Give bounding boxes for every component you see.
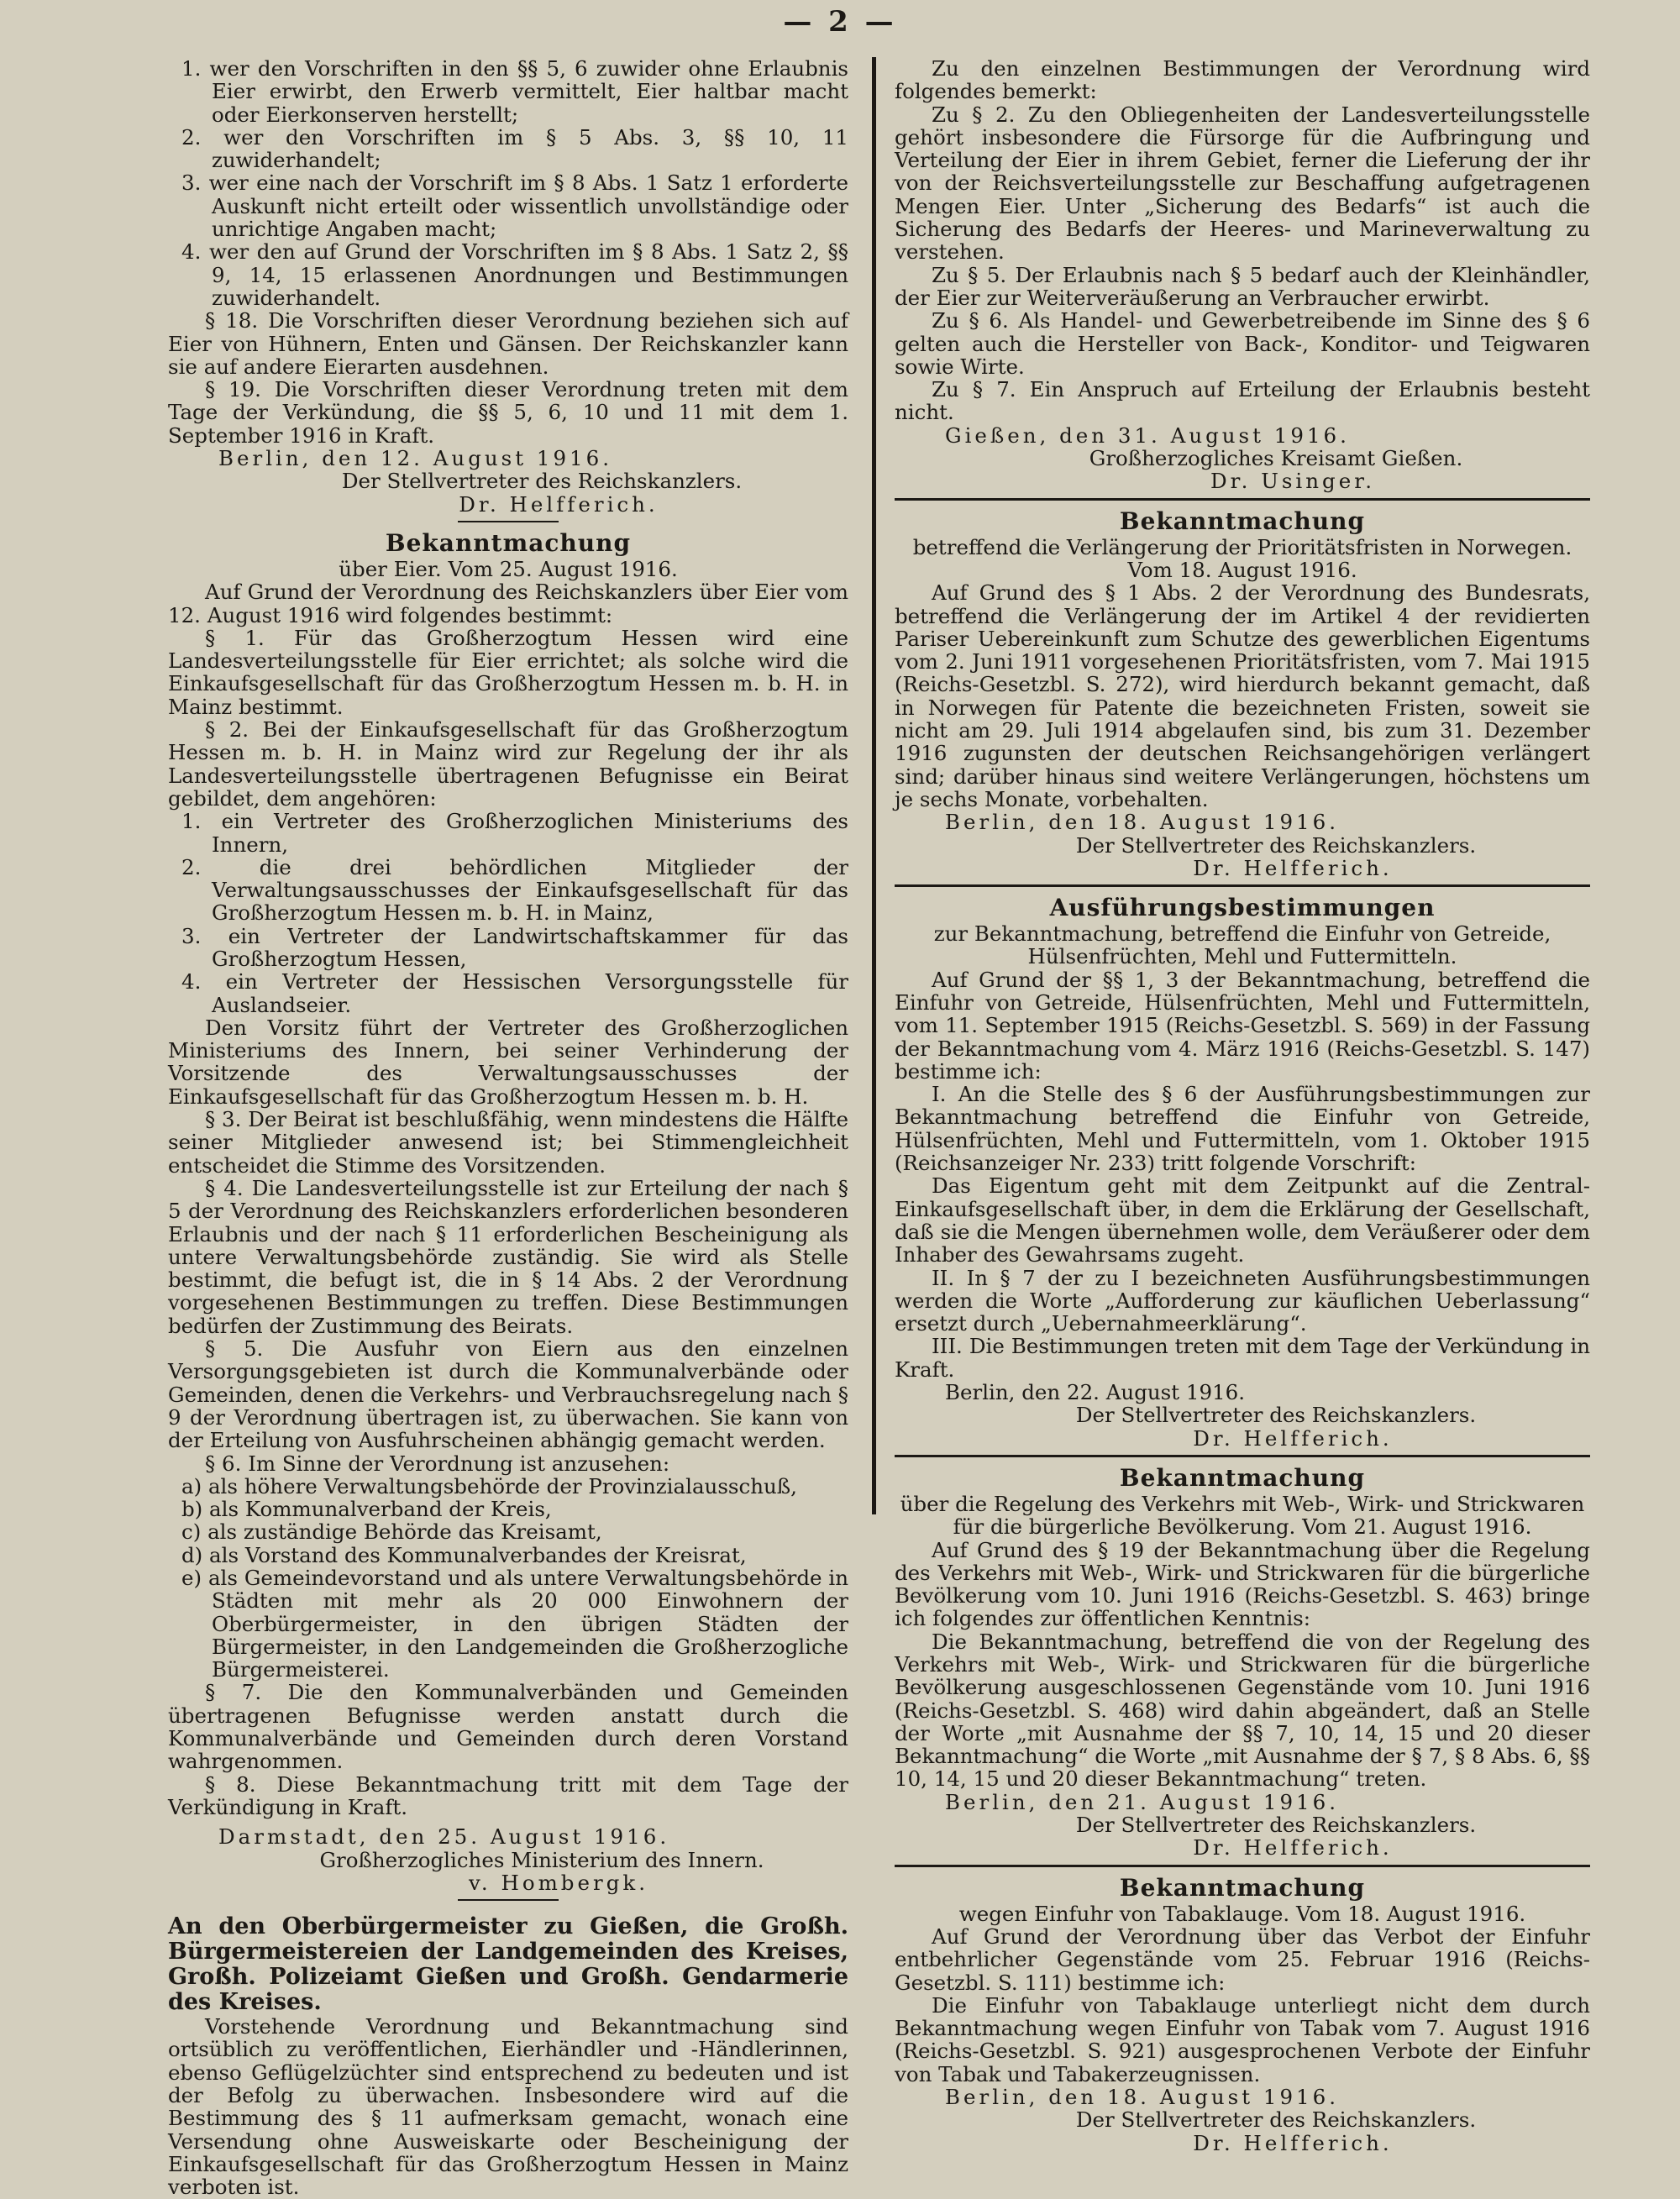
paragraph-19: § 19. Die Vorschriften dieser Verordnung treten mit dem Tage der Verkündung, die §§ 5, 6, 10 und 11 mit dem 1. September 1916 in Kraft. <box>168 377 848 448</box>
notice-heading: Bekanntmachung <box>1119 1463 1366 1492</box>
signature-title: Der Stellvertreter des Reichskanzlers. <box>1075 1813 1477 1838</box>
notice-subtitle: über Eier. Vom 25. August 1916. <box>339 556 678 581</box>
notice-paragraph: Auf Grund des § 1 Abs. 2 der Verordnung des Bundesrats, betreffend die Verlängerung der im Artikel 4 der revidierten Pariser Uebereinkunft zum Schutze des gewerblichen Eigentums vom 2. Juni 1911 vorgesehenen Prioritätsfristen, vom 7. Mai 1915 (Reichs-Gesetzbl. S. 272), wird hierdurch bekannt gemacht, daß in Norwegen für Patente die bezeichneten Fristen, soweit sie nicht am 29. Juli 1914 abgelaufen sind, bis zum 31. Dezember 1916 zugunsten der deutschen Reichsangehörigen verlängert sind; darüber hinaus sind weitere Verlängerungen, höchstens um je sechs Monate, vorbehalten. <box>895 580 1590 811</box>
notice-subtitle: betreffend die Verlängerung der Prioritätsfristen in Norwegen. Vom 18. August 1916. <box>912 534 1572 582</box>
short-separator <box>458 521 559 522</box>
signature-name: Dr. Usinger. <box>1210 469 1376 494</box>
signature-name: Dr. Helfferich. <box>1193 2130 1393 2155</box>
notice-paragraph: Auf Grund der Verordnung des Reichskanzlers über Eier vom 12. August 1916 wird folgendes bestimmt: <box>168 580 848 627</box>
penalty-item: 4. wer den auf Grund der Vorschriften im § 8 Abs. 1 Satz 2, §§ 9, 14, 15 erlassenen Anordnungen und Bestimmungen zuwiderhandelt. <box>181 239 848 310</box>
definition-item: b) als Kommunalverband der Kreis, <box>181 1497 552 1522</box>
board-member-item: 4. ein Vertreter der Hessischen Versorgungsstelle für Auslandseier. <box>181 969 848 1017</box>
notice-paragraph: Den Vorsitz führt der Vertreter des Großherzoglichen Ministeriums des Innern, bei seiner Verhinderung der Vorsitzende des Verwaltungsausschusses der Einkaufsgesellschaft für das Großherzogtum Hessen m. b. H. <box>168 1015 848 1109</box>
notice-paragraph: § 6. Im Sinne der Verordnung ist anzusehen: <box>205 1451 670 1476</box>
section-rule <box>895 1455 1590 1457</box>
notice-paragraph: Die Bekanntmachung, betreffend die von der Regelung des Verkehrs mit Web-, Wirk- und Strickwaren für die bürgerliche Bevölkerung ausgeschlossenen Gegenstände vom 10. Juni 1916 (Reichs-Gesetzbl. S. 468) wird dahin abgeändert, daß an Stelle der Worte „mit Ausnahme der §§ 7, 10, 14, 15 und 20 dieser Bekanntmachung“ die Worte „mit Ausnahme der § 7, § 8 Abs. 6, §§ 10, 14, 15 und 20 dieser Bekanntmachung“ treten. <box>895 1629 1590 1792</box>
notice-paragraph: Zu § 6. Als Handel- und Gewerbetreibende im Sinne des § 6 gelten auch die Hersteller von Back-, Konditor- und Teigwaren sowie Wirte. <box>895 308 1590 379</box>
penalty-item: 3. wer eine nach der Vorschrift im § 8 Abs. 1 Satz 1 erforderte Auskunft nicht erteilt oder wissentlich unvollständige oder unrichtige Angaben macht; <box>181 171 848 242</box>
column-divider <box>872 57 876 1514</box>
notice-heading: Ausführungsbestimmungen <box>1049 894 1436 922</box>
dateline: Darmstadt, den 25. August 1916. <box>218 1824 670 1850</box>
address-heading: An den Oberbürgermeister zu Gießen, die Großh. Bürgermeistereien der Landgemeinden des Kreises, Großh. Polizeiamt Gießen und Großh. Gendarmerie des Kreises. <box>168 1913 848 2016</box>
dateline: Berlin, den 21. August 1916. <box>945 1789 1340 1814</box>
board-member-item: 2. die drei behördlichen Mitglieder der Verwaltungsausschusses der Einkaufsgesellschaft für das Großherzogtum Hessen m. b. H. in Mainz, <box>181 854 848 926</box>
dateline: Berlin, den 22. August 1916. <box>945 1380 1246 1405</box>
short-separator <box>458 1899 559 1901</box>
notice-paragraph: § 1. Für das Großherzogtum Hessen wird eine Landesverteilungsstelle für Eier errichtet; als solche wird die Einkaufsgesellschaft für das Großherzogtum Hessen m. b. H. in Mainz bestimmt. <box>168 625 848 719</box>
notice-paragraph: Zu § 5. Der Erlaubnis nach § 5 bedarf auch der Kleinhändler, der Eier zur Weiterveräußerung an Verbraucher erwirbt. <box>895 262 1590 310</box>
definition-item: a) als höhere Verwaltungsbehörde der Provinzialausschuß, <box>181 1473 797 1498</box>
dateline: Berlin, den 18. August 1916. <box>945 810 1340 835</box>
notice-paragraph: § 2. Bei der Einkaufsgesellschaft für das Großherzogtum Hessen m. b. H. in Mainz wird zur Regelung der ihr als Landesverteilungsstelle übertragenen Befugnisse ein Beirat gebildet, dem angehören: <box>168 717 848 811</box>
signature-name: Dr. Helfferich. <box>1193 855 1393 880</box>
section-rule <box>895 1865 1590 1867</box>
notice-paragraph: III. Die Bestimmungen treten mit dem Tage der Verkündung in Kraft. <box>895 1334 1590 1382</box>
notice-paragraph: Das Eigentum geht mit dem Zeitpunkt auf die Zentral-Einkaufsgesellschaft über, in dem die Erklärung der Gesellschaft, daß sie die Mengen übernehmen wolle, dem Veräußerer oder dem Inhaber des Gewahrsams zugeht. <box>895 1173 1590 1267</box>
notice-paragraph: § 3. Der Beirat ist beschlußfähig, wenn mindestens die Hälfte seiner Mitglieder anwesend ist; bei Stimmengleichheit entscheidet die Stimme des Vorsitzenden. <box>168 1107 848 1178</box>
notice-paragraph: Auf Grund der §§ 1, 3 der Bekanntmachung, betreffend die Einfuhr von Getreide, Hülsenfrüchten, Mehl und Futtermitteln, vom 11. September 1915 (Reichs-Gesetzbl. S. 569) in der Fassung der Bekanntmachung vom 4. März 1916 (Reichs-Gesetzbl. S. 147) bestimme ich: <box>895 967 1590 1084</box>
signature-title: Der Stellvertreter des Reichskanzlers. <box>1075 832 1477 858</box>
signature-title: Der Stellvertreter des Reichskanzlers. <box>1075 2107 1477 2133</box>
notice-paragraph: Auf Grund des § 19 der Bekanntmachung über die Regelung des Verkehrs mit Web-, Wirk- und Strickwaren für die bürgerliche Bevölkerung vom 10. Juni 1916 (Reichs-Gesetzbl. S. 463) bringe ich folgendes zur öffentlichen Kenntnis: <box>895 1537 1590 1631</box>
notice-heading: Bekanntmachung <box>1119 1873 1366 1902</box>
section-rule <box>895 884 1590 887</box>
dateline: Berlin, den 18. August 1916. <box>945 2085 1340 2110</box>
notice-heading: Bekanntmachung <box>1119 506 1366 535</box>
signature-name: v. Hombergk. <box>468 1870 649 1895</box>
paragraph-18: § 18. Die Vorschriften dieser Verordnung beziehen sich auf Eier von Hühnern, Enten und Gänsen. Der Reichskanzler kann sie auf andere Eierarten ausdehnen. <box>168 308 848 379</box>
notice-paragraph: § 5. Die Ausfuhr von Eiern aus den einzelnen Versorgungsgebieten ist durch die Kommunalverbände oder Gemeinden, denen die Verkehrs- und Verbrauchsregelung nach § 9 der Verordnung übertragen ist, zu überwachen. Sie kann von der Erteilung von Ausfuhrscheinen abhängig gemacht werden. <box>168 1336 848 1453</box>
board-member-item: 3. ein Vertreter der Landwirtschaftskammer für das Großherzogtum Hessen, <box>181 923 848 971</box>
definition-item: d) als Vorstand des Kommunalverbandes der Kreisrat, <box>181 1542 747 1567</box>
signature-name: Dr. Helfferich. <box>1193 1425 1393 1451</box>
signature-title: Großherzogliches Kreisamt Gießen. <box>1089 446 1463 471</box>
definition-item: c) als zuständige Behörde das Kreisamt, <box>181 1519 602 1545</box>
dateline: Berlin, den 12. August 1916. <box>218 446 613 471</box>
signature-name: Dr. Helfferich. <box>459 491 659 517</box>
dateline: Gießen, den 31. August 1916. <box>945 422 1350 448</box>
penalty-item: 2. wer den Vorschriften im § 5 Abs. 3, §§ 10, 11 zuwiderhandelt; <box>181 124 848 173</box>
definition-item: e) als Gemeindevorstand und als untere Verwaltungsbehörde in Städten mit mehr als 20 000 Einwohnern der Oberbürgermeister, in den übrigen Städten der Bürgermeister, in den Landgemeinden die Großherzogliche Bürgermeisterei. <box>181 1566 848 1682</box>
notice-subtitle: zur Bekanntmachung, betreffend die Einfuhr von Getreide, Hülsenfrüchten, Mehl und Futtermitteln. <box>933 921 1551 969</box>
notice-paragraph: Zu § 2. Zu den Obliegenheiten der Landesverteilungsstelle gehört insbesondere die Fürsorge für die Aufbringung und Verteilung der Eier in ihrem Gebiet, ferner die Lieferung der ihr von der Reichsverteilungsstelle zur Beschaffung aufgetragenen Mengen Eier. Unter „Sicherung des Bedarfs“ ist auch die Sicherung des Bedarfs der Heeres- und Marineverwaltung zu verstehen. <box>895 102 1590 265</box>
notice-paragraph: Zu den einzelnen Bestimmungen der Verordnung wird folgendes bemerkt: <box>895 56 1590 104</box>
signature-name: Dr. Helfferich. <box>1193 1835 1393 1860</box>
penalty-item: 1. wer den Vorschriften in den §§ 5, 6 zuwider ohne Erlaubnis Eier erwirbt, den Erwerb vermittelt, Eier haltbar macht oder Eierkonserven herstellt; <box>181 56 848 127</box>
notice-subtitle: über die Regelung des Verkehrs mit Web-, Wirk- und Strickwaren für die bürgerliche Bevölkerung. Vom 21. August 1916. <box>900 1491 1585 1540</box>
notice-paragraph: II. In § 7 der zu I bezeichneten Ausführungsbestimmungen werden die Worte „Aufforderung zur käuflichen Ueberlassung“ ersetzt durch „Uebernahmeerklärung“. <box>895 1265 1590 1336</box>
notice-paragraph: § 8. Diese Bekanntmachung tritt mit dem Tage der Verkündigung in Kraft. <box>168 1771 848 1819</box>
board-member-item: 1. ein Vertreter des Großherzoglichen Ministeriums des Innern, <box>181 809 848 857</box>
signature-title: Großherzogliches Ministerium des Innern. <box>319 1847 764 1872</box>
right-column <box>895 57 1590 2154</box>
address-paragraph: Vorstehende Verordnung und Bekanntmachung sind ortsüblich zu veröffentlichen, Eierhändler und -Händlerinnen, ebenso Geflügelzüchter sind entsprechend zu bedeuten und ist der Befolg zu überwachen. Insbesondere wird auf die Bestimmung des § 11 aufmerksam gemacht, wonach eine Versendung ohne Ausweiskarte oder Bescheinigung der Einkaufsgesellschaft für das Großherzogtum Hessen in Mainz verboten ist. <box>168 2014 848 2199</box>
notice-paragraph: Die Einfuhr von Tabaklauge unterliegt nicht dem durch Bekanntmachung wegen Einfuhr von Tabak vom 7. August 1916 (Reichs-Gesetzbl. S. 921) ausgesprochenen Verbote der Einfuhr von Tabak und Tabakerzeugnissen. <box>895 1992 1590 2086</box>
section-rule <box>895 498 1590 501</box>
signature-title: Der Stellvertreter des Reichskanzlers. <box>341 469 743 494</box>
signature-title: Der Stellvertreter des Reichskanzlers. <box>1075 1403 1477 1428</box>
page-number: — 2 — <box>783 5 897 39</box>
notice-paragraph: I. An die Stelle des § 6 der Ausführungsbestimmungen zur Bekanntmachung betreffend die Einfuhr von Getreide, Hülsenfrüchten, Mehl und Futtermitteln, vom 1. Oktober 1915 (Reichsanzeiger Nr. 233) tritt folgende Vorschrift: <box>895 1082 1590 1176</box>
notice-paragraph: Zu § 7. Ein Anspruch auf Erteilung der Erlaubnis besteht nicht. <box>895 377 1590 425</box>
left-column <box>168 57 848 2199</box>
notice-subtitle: wegen Einfuhr von Tabaklauge. Vom 18. August 1916. <box>958 1901 1526 1926</box>
notice-paragraph: § 4. Die Landesverteilungsstelle ist zur Erteilung der nach § 5 der Verordnung des Reichskanzlers erforderlichen besonderen Erlaubnis und der nach § 11 erforderlichen Bescheinigung als untere Verwaltungsbehörde zuständig. Sie wird als Stelle bestimmt, die befugt ist, die in § 14 Abs. 2 der Verordnung vorgesehenen Bestimmungen zu treffen. Diese Bestimmungen bedürfen der Zustimmung des Beirats. <box>168 1175 848 1338</box>
notice-heading: Bekanntmachung <box>385 528 632 557</box>
notice-paragraph: Auf Grund der Verordnung über das Verbot der Einfuhr entbehrlicher Gegenstände vom 25. Februar 1916 (Reichs-Gesetzbl. S. 111) bestimme ich: <box>895 1923 1590 1995</box>
notice-paragraph: § 7. Die den Kommunalverbänden und Gemeinden übertragenen Befugnisse werden anstatt durch die Kommunalverbände und Gemeinden durch deren Vorstand wahrgenommen. <box>168 1680 848 1774</box>
